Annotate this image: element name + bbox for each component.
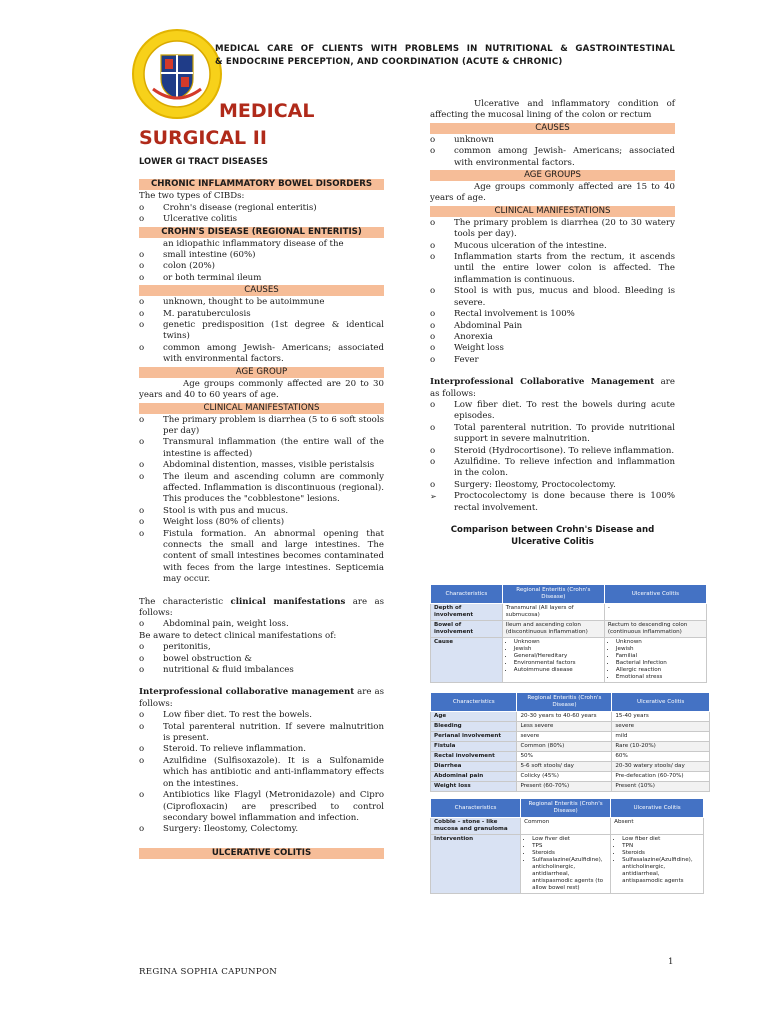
aware-text: Be aware to detect clinical manifestations of: bbox=[139, 630, 337, 641]
text-span: are as follows: bbox=[139, 687, 384, 709]
list-item: o small intestine (60%) bbox=[139, 250, 384, 261]
section-band-age-uc: AGE GROUPS bbox=[430, 170, 675, 181]
age-text: Age groups commonly affected are 20 to 30 years and 40 to 60 years of age. bbox=[139, 378, 384, 401]
table-header: Regional Enteritis (Crohn's Disease) bbox=[517, 693, 612, 712]
bold-span: Interprofessional collaborative management bbox=[139, 687, 355, 698]
table-row bbox=[431, 782, 710, 792]
text-span: are as follows: bbox=[139, 596, 384, 618]
uc-arrow-list bbox=[430, 491, 675, 514]
page-title bbox=[139, 98, 314, 152]
table-header: Characteristics bbox=[431, 693, 517, 712]
table-header: Regional Enteritis (Crohn's Disease) bbox=[502, 585, 604, 604]
bold-span: clinical manifestations bbox=[230, 596, 346, 607]
list-item: o unknown bbox=[430, 135, 675, 146]
list-item: • Environmental factors bbox=[514, 660, 601, 667]
uc-causes-list bbox=[430, 135, 675, 169]
table-cell: Colicky (45%) bbox=[517, 772, 612, 782]
list-item: o Rectal involvement is 100% bbox=[430, 309, 675, 320]
list-item: o Stool is with pus and mucus. bbox=[139, 506, 384, 517]
causes-list bbox=[139, 297, 384, 365]
section-band-crohn: CROHN'S DISEASE (REGIONAL ENTERITIS) bbox=[139, 227, 384, 238]
left-column bbox=[139, 156, 384, 860]
list-item: o unknown, thought to be autoimmune bbox=[139, 297, 384, 308]
crohn-definition: an idiopathic inflammatory disease of the bbox=[163, 238, 344, 249]
table-row bbox=[431, 604, 707, 621]
list-item: o Weight loss (80% of clients) bbox=[139, 517, 384, 528]
table-cell: Intervention bbox=[431, 835, 521, 894]
table-row bbox=[431, 712, 710, 722]
table-cell: Less severe bbox=[517, 722, 612, 732]
text-span: are as follows: bbox=[430, 377, 675, 399]
list-item: • Steroids bbox=[532, 850, 607, 857]
list-item: o Crohn's disease (regional enteritis) bbox=[139, 203, 384, 214]
list-item: • TPS bbox=[532, 843, 607, 850]
cause-crohn-list bbox=[506, 639, 601, 674]
table-cell: Diarrhea bbox=[431, 762, 517, 772]
table-cell: Abdominal pain bbox=[431, 772, 517, 782]
management-intro bbox=[139, 687, 384, 710]
clinical-list bbox=[139, 415, 384, 586]
header-line-2: & ENDOCRINE PERCEPTION, AND COORDINATION (ACUTE & CHRONIC) bbox=[215, 57, 563, 67]
section-band-causes-uc: CAUSES bbox=[430, 123, 675, 134]
table-header: Characteristics bbox=[431, 585, 503, 604]
table-row bbox=[431, 835, 704, 894]
list-item: o colon (20%) bbox=[139, 261, 384, 272]
list-item: o Surgery: Ileostomy, Colectomy. bbox=[139, 824, 384, 835]
table-cell: Ileum and ascending colon (discontinuous inflammation) bbox=[502, 621, 604, 638]
table-cell: mild bbox=[612, 732, 710, 742]
list-item: o M. paratuberculosis bbox=[139, 309, 384, 320]
comparison-table-1 bbox=[430, 584, 707, 683]
table-row bbox=[431, 818, 704, 835]
table-cell: Age bbox=[431, 712, 517, 722]
table-cell: 60% bbox=[612, 752, 710, 762]
table-cell bbox=[521, 835, 611, 894]
title-line-1: MEDICAL bbox=[219, 100, 315, 122]
list-item: o Fistula formation. An abnormal opening that connects the small and large intestines. The content of small intestines becomes contaminated with feces from the large intestines. Septicemia may occur. bbox=[139, 529, 384, 586]
cibd-intro: The two types of CIBDs: bbox=[139, 191, 245, 202]
table-cell: severe bbox=[517, 732, 612, 742]
table-cell: Rare (10-20%) bbox=[612, 742, 710, 752]
list-item: o Anorexia bbox=[430, 332, 675, 343]
list-item: o bowel obstruction & bbox=[139, 654, 384, 665]
uc-management-intro bbox=[430, 377, 675, 400]
table-cell: 20-30 watery stools/ day bbox=[612, 762, 710, 772]
table-cell: Absent bbox=[611, 818, 704, 835]
comparison-table-2 bbox=[430, 692, 710, 792]
table-cell: Bleeding bbox=[431, 722, 517, 732]
list-item: • Unknown bbox=[514, 639, 601, 646]
list-item: o or both terminal ileum bbox=[139, 273, 384, 284]
list-item: o Weight loss bbox=[430, 343, 675, 354]
table-header: Ulcerative Colitis bbox=[612, 693, 710, 712]
table-row bbox=[431, 621, 707, 638]
list-item: o Total parenteral nutrition. To provide nutritional support in severe malnutrition. bbox=[430, 423, 675, 446]
table-cell: Bowel of involvement bbox=[431, 621, 503, 638]
table-row bbox=[431, 638, 707, 683]
list-item: o Abdominal distention, masses, visible peristalsis bbox=[139, 460, 384, 471]
management-list bbox=[139, 710, 384, 835]
list-item: o Abdominal Pain bbox=[430, 321, 675, 332]
list-item: • Allergic reaction bbox=[616, 667, 703, 674]
list-item: o Low fiber diet. To rest the bowels. bbox=[139, 710, 384, 721]
comparison-table-3 bbox=[430, 798, 704, 894]
table-cell bbox=[611, 835, 704, 894]
table-cell: Present (10%) bbox=[612, 782, 710, 792]
title-line-2: SURGICAL II bbox=[139, 127, 267, 149]
list-item: o Transmural inflammation (the entire wall of the intestine is affected) bbox=[139, 437, 384, 460]
list-item: o Antibiotics like Flagyl (Metronidazole) and Cipro (Ciprofloxacin) are prescribed to control secondary bowel inflammation and infection. bbox=[139, 790, 384, 824]
table-cell: Rectal involvement bbox=[431, 752, 517, 762]
characteristic-intro bbox=[139, 597, 384, 620]
table-cell: severe bbox=[612, 722, 710, 732]
intervention-crohn-list bbox=[524, 836, 607, 892]
table-row bbox=[431, 732, 710, 742]
table-cell: Common (80%) bbox=[517, 742, 612, 752]
table-cell bbox=[502, 638, 604, 683]
list-item: • Jewish bbox=[616, 646, 703, 653]
table-cell: Pre-defecation (60-70%) bbox=[612, 772, 710, 782]
list-item: o The ileum and ascending column are commonly affected. Inflammation is discontinuous (regional). This produces the "cobblestone" lesions. bbox=[139, 472, 384, 506]
table-cell: Fistula bbox=[431, 742, 517, 752]
table-header: Characteristics bbox=[431, 799, 521, 818]
list-item: • Steroids bbox=[622, 850, 700, 857]
list-item: • Emotional stress bbox=[616, 674, 703, 681]
comparison-title: Comparison between Crohn's Disease and Ulcerative Colitis bbox=[450, 525, 655, 547]
section-band-age: AGE GROUP bbox=[139, 367, 384, 378]
list-item: o Inflammation starts from the rectum, it ascends until the entire lower colon is affected. The inflammation is continuous. bbox=[430, 252, 675, 286]
cause-uc-list bbox=[608, 639, 703, 681]
table-cell: 15-40 years bbox=[612, 712, 710, 722]
list-item: o Abdominal pain, weight loss. bbox=[139, 619, 384, 630]
table-cell bbox=[604, 638, 706, 683]
list-item: o The primary problem is diarrhea (20 to 30 watery tools per day). bbox=[430, 218, 675, 241]
uc-management-list bbox=[430, 400, 675, 491]
list-item: o nutritional & fluid imbalances bbox=[139, 665, 384, 676]
crohn-def-list bbox=[139, 250, 384, 284]
list-item: o peritonitis, bbox=[139, 642, 384, 653]
section-subtitle: LOWER GI TRACT DISEASES bbox=[139, 156, 268, 166]
list-item: • Low fiber diet bbox=[622, 836, 700, 843]
section-band-clinical-uc: CLINICAL MANIFESTATIONS bbox=[430, 206, 675, 217]
table-cell: Rectum to descending colon (continuous inflammation) bbox=[604, 621, 706, 638]
table-cell: Depth of involvement bbox=[431, 604, 503, 621]
list-item: ➢ Proctocolectomy is done because there is 100% rectal involvement. bbox=[430, 491, 675, 514]
table-cell: 20-30 years to 40-60 years bbox=[517, 712, 612, 722]
table-row bbox=[431, 742, 710, 752]
table-row bbox=[431, 722, 710, 732]
section-band-clinical: CLINICAL MANIFESTATIONS bbox=[139, 403, 384, 414]
list-item: o Azulfidine (Sulfisoxazole). It is a Sulfonamide which has antibiotic and anti-inflammatory effects on the intestines. bbox=[139, 756, 384, 790]
section-band-cibd: CHRONIC INFLAMMATORY BOWEL DISORDERS bbox=[139, 179, 384, 190]
table-cell: Perianal involvement bbox=[431, 732, 517, 742]
characteristic-list bbox=[139, 619, 384, 630]
list-item: o common among Jewish- Americans; associated with environmental factors. bbox=[430, 146, 675, 169]
table-cell: Cobble – stone - like mucosa and granuloma bbox=[431, 818, 521, 835]
table-row bbox=[431, 752, 710, 762]
table-header: Ulcerative Colitis bbox=[604, 585, 706, 604]
table-cell: Present (60-70%) bbox=[517, 782, 612, 792]
table-row bbox=[431, 772, 710, 782]
list-item: • TPN bbox=[622, 843, 700, 850]
table-cell: Common bbox=[521, 818, 611, 835]
list-item: • Bacterial Infection bbox=[616, 660, 703, 667]
table-cell: - bbox=[604, 604, 706, 621]
page-number: 1 bbox=[668, 957, 674, 967]
header-line-1: MEDICAL CARE OF CLIENTS WITH PROBLEMS IN NUTRITIONAL & GASTROINTESTINAL bbox=[215, 44, 675, 54]
list-item: • Unknown bbox=[616, 639, 703, 646]
table-header: Ulcerative Colitis bbox=[611, 799, 704, 818]
intervention-uc-list bbox=[614, 836, 700, 885]
list-item: o genetic predisposition (1st degree & identical twins) bbox=[139, 320, 384, 343]
right-column bbox=[430, 99, 675, 560]
document-header bbox=[215, 43, 675, 69]
list-item: • Sulfasalazine(Azulfidine), anticholinergic, antidiarrheal, antispasmodic agents (to allow bowel rest) bbox=[532, 857, 607, 892]
footer-author: REGINA SOPHIA CAPUNPON bbox=[139, 967, 278, 977]
aware-list bbox=[139, 642, 384, 676]
table-cell: 50% bbox=[517, 752, 612, 762]
list-item: o Low fiber diet. To rest the bowels during acute episodes. bbox=[430, 400, 675, 423]
uc-definition: Ulcerative and inflammatory condition of affecting the mucosal lining of the colon or rectum bbox=[430, 99, 675, 121]
uc-clinical-list bbox=[430, 218, 675, 366]
list-item: o Steroid (Hydrocortisone). To relieve inflammation. bbox=[430, 446, 675, 457]
list-item: o Surgery: Ileostomy, Proctocolectomy. bbox=[430, 480, 675, 491]
list-item: • General/Hereditary bbox=[514, 653, 601, 660]
list-item: o common among Jewish- Americans; associated with environmental factors. bbox=[139, 343, 384, 366]
text-span: The characteristic bbox=[139, 596, 231, 607]
table-row bbox=[431, 762, 710, 772]
table-cell: Transmural (All layers of submucosa) bbox=[502, 604, 604, 621]
list-item: • Jewish bbox=[514, 646, 601, 653]
list-item: o The primary problem is diarrhea (5 to 6 soft stools per day) bbox=[139, 415, 384, 438]
list-item: o Total parenteral nutrition. If severe malnutrition is present. bbox=[139, 722, 384, 745]
table-cell: Cause bbox=[431, 638, 503, 683]
uc-age-text: Age groups commonly affected are 15 to 40 years of age. bbox=[430, 182, 675, 204]
table-cell: Weight loss bbox=[431, 782, 517, 792]
table-header: Regional Enteritis (Crohn's Disease) bbox=[521, 799, 611, 818]
list-item: • Low fiver diet bbox=[532, 836, 607, 843]
list-item: o Mucous ulceration of the intestine. bbox=[430, 241, 675, 252]
list-item: • Sulfasalazine(Azulfidine), anticholinergic, antidiarrheal, antispasmodic agents bbox=[622, 857, 700, 885]
list-item: • Familial bbox=[616, 653, 703, 660]
list-item: o Fever bbox=[430, 355, 675, 366]
table-cell: 5-6 soft stools/ day bbox=[517, 762, 612, 772]
section-band-uc: ULCERATIVE COLITIS bbox=[139, 848, 384, 859]
list-item: o Ulcerative colitis bbox=[139, 214, 384, 225]
list-item: o Steroid. To relieve inflammation. bbox=[139, 744, 384, 755]
list-item: • Autoimmune disease bbox=[514, 667, 601, 674]
section-band-causes: CAUSES bbox=[139, 285, 384, 296]
bold-span: Interprofessional Collaborative Management bbox=[430, 377, 655, 388]
list-item: o Stool is with pus, mucus and blood. Bleeding is severe. bbox=[430, 286, 675, 309]
cibd-list bbox=[139, 203, 384, 226]
list-item: o Azulfidine. To relieve infection and inflammation in the colon. bbox=[430, 457, 675, 480]
